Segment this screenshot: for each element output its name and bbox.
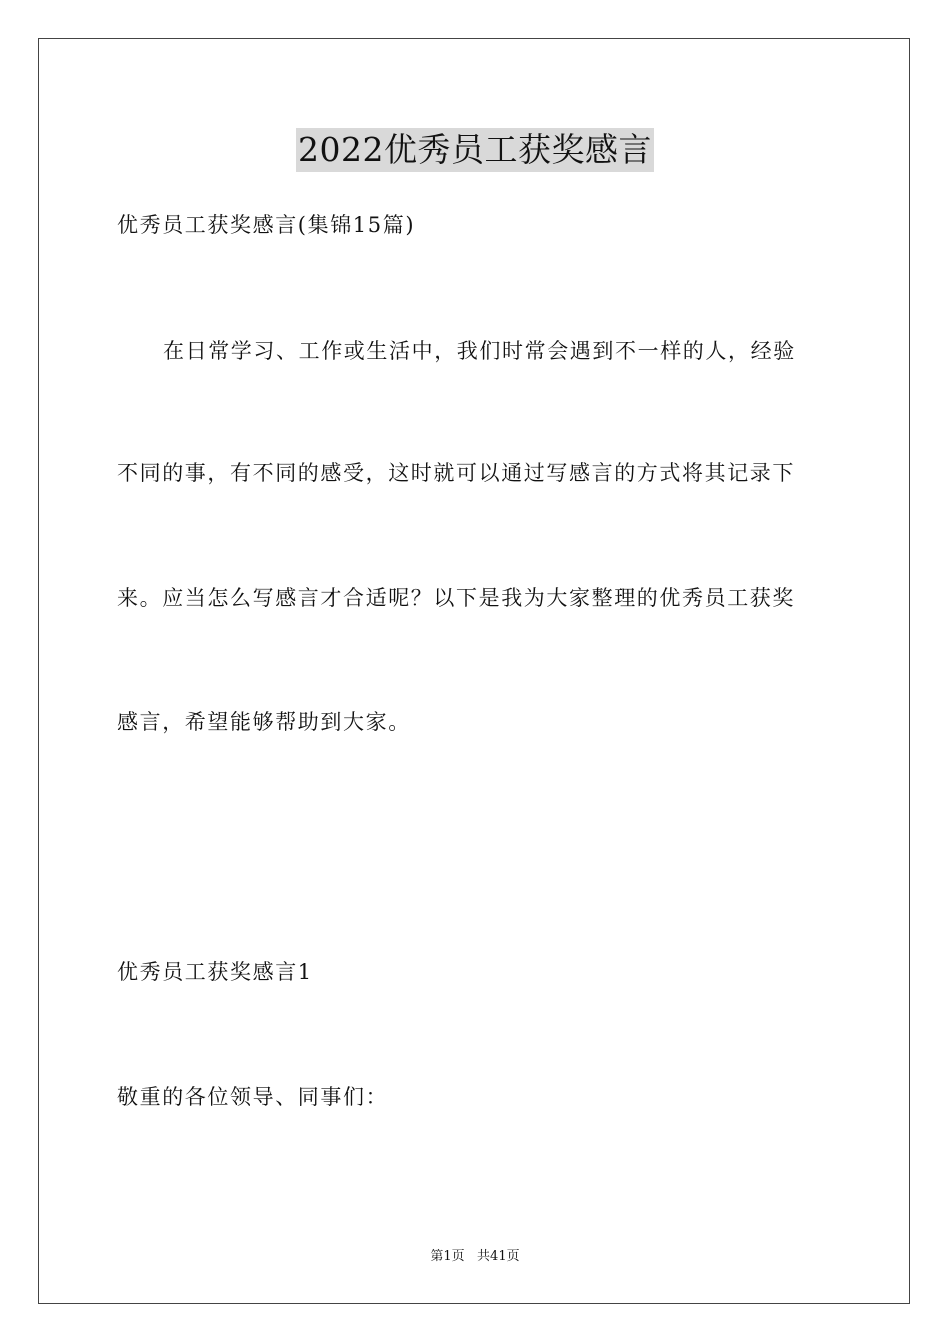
section-heading: 优秀员工获奖感言1 bbox=[117, 960, 313, 984]
title-container bbox=[0, 128, 950, 172]
document-subtitle: 优秀员工获奖感言(集锦15篇) bbox=[117, 213, 416, 237]
intro-line-2: 不同的事，有不同的感受，这时就可以通过写感言的方式将其记录下 bbox=[117, 461, 795, 485]
intro-line-3: 来。应当怎么写感言才合适呢？以下是我为大家整理的优秀员工获奖 bbox=[117, 586, 795, 610]
salutation: 敬重的各位领导、同事们： bbox=[117, 1085, 389, 1109]
intro-line-4: 感言，希望能够帮助到大家。 bbox=[117, 710, 411, 734]
page-number-footer: 第1页 共41页 bbox=[430, 1249, 520, 1264]
intro-line-1: 在日常学习、工作或生活中，我们时常会遇到不一样的人，经验 bbox=[163, 339, 796, 363]
document-title: 2022优秀员工获奖感言 bbox=[296, 128, 654, 172]
